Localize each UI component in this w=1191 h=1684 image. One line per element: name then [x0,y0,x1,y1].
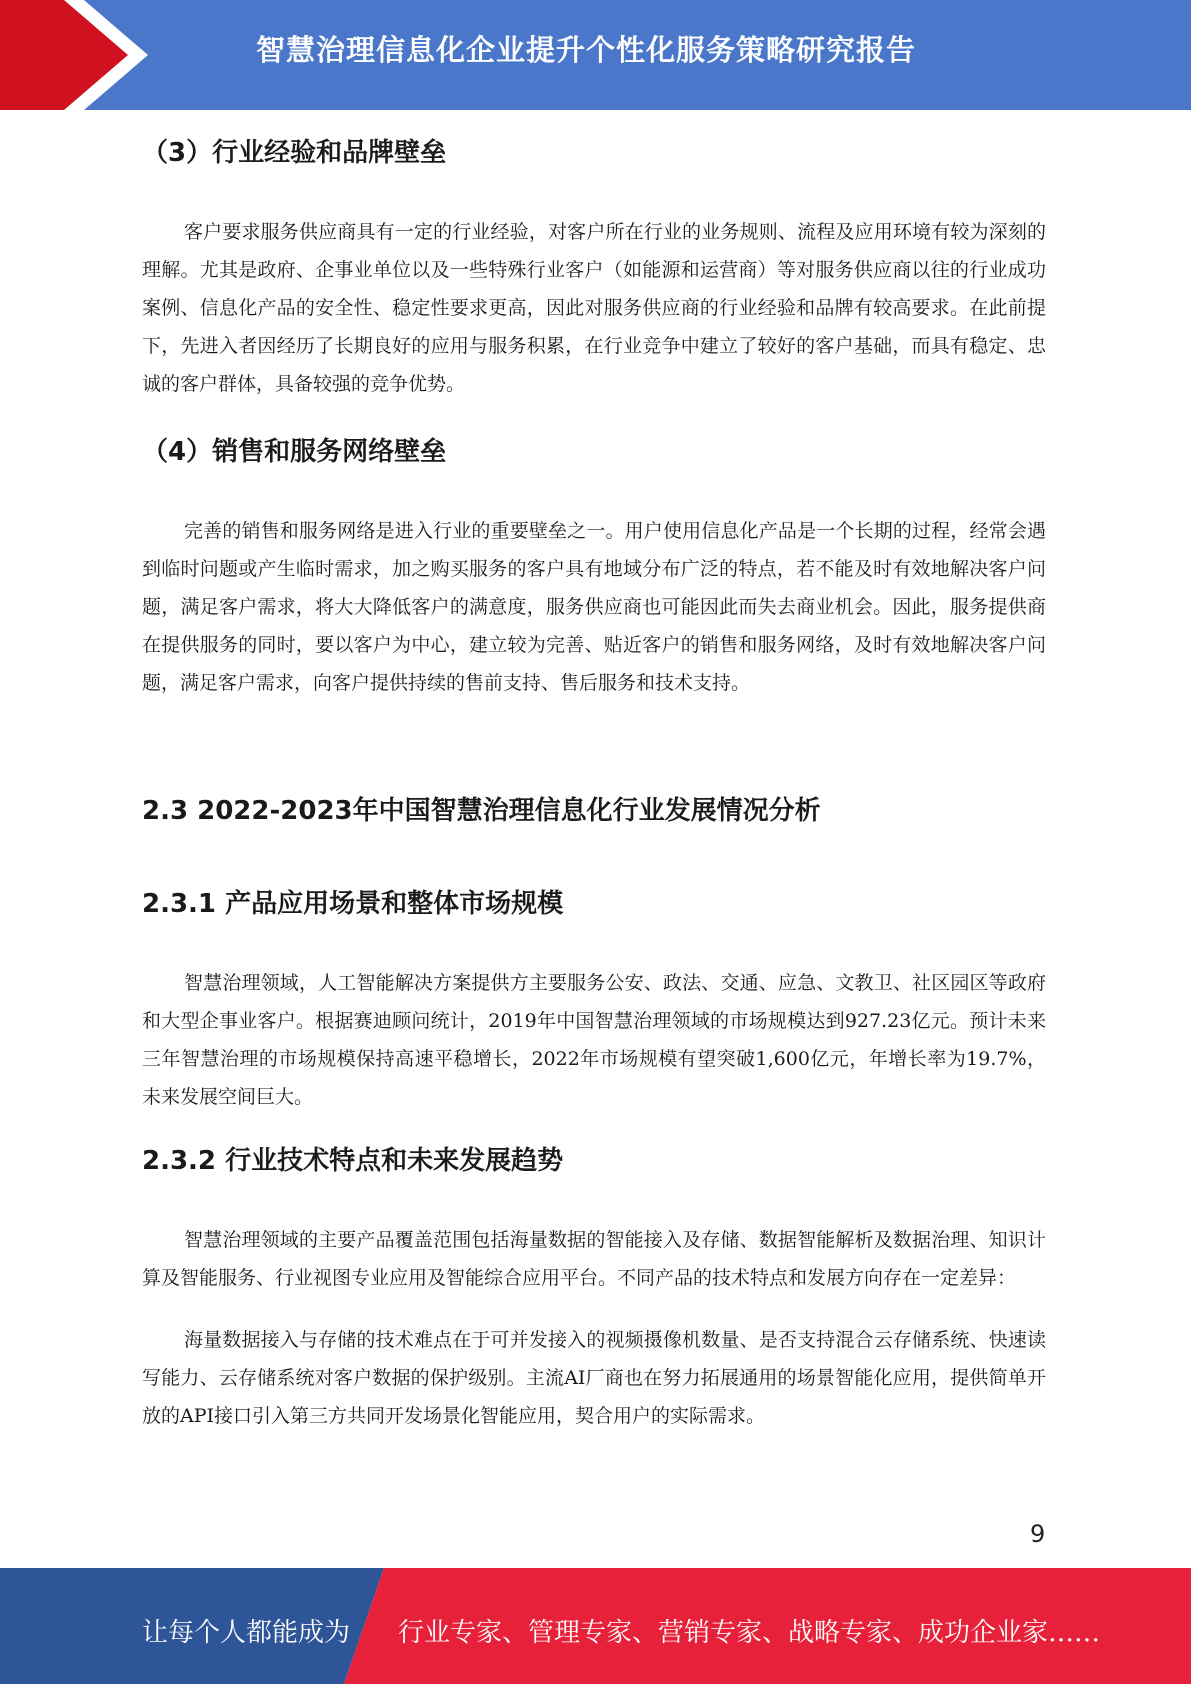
paragraph-sales-network: 完善的销售和服务网络是进入行业的重要壁垒之一。用户使用信息化产品是一个长期的过程，经常会遇到临时问题或产生临时需求，加之购买服务的客户具有地域分布广泛的特点，若不能及时有效地解决客户问题，满足客户需求，将大大降低客户的满意度，服务供应商也可能因此而失去商业机会。因此，服务提供商在提供服务的同时，要以客户为中心，建立较为完善、贴近客户的销售和服务网络，及时有效地解决客户问题，满足客户需求，向客户提供持续的售前支持、售后服务和技术支持。 [142,520,1046,694]
section-heading-industry-experience: （3）行业经验和品牌壁垒 [142,138,447,168]
paragraph-industry-experience: 客户要求服务供应商具有一定的行业经验，对客户所在行业的业务规则、流程及应用环境有较为深刻的理解。尤其是政府、企事业单位以及一些特殊行业客户（如能源和运营商）等对服务供应商以往的行业成功案例、信息化产品的安全性、稳定性要求更高，因此对服务供应商的行业经验和品牌有较高要求。在此前提下，先进入者因经历了长期良好的应用与服务积累，在行业竞争中建立了较好的客户基础，而具有稳定、忠诚的客户群体，具备较强的竞争优势。 [142,221,1046,395]
footer-slogan-right: 行业专家、管理专家、营销专家、战略专家、成功企业家…… [398,1618,1101,1648]
page-header [0,0,1191,110]
section-heading-sales-network: （4）销售和服务网络壁垒 [142,437,447,467]
paragraph-2-3-2-a: 智慧治理领域的主要产品覆盖范围包括海量数据的智能接入及存储、数据智能解析及数据治理、知识计算及智能服务、行业视图专业应用及智能综合应用平台。不同产品的技术特点和发展方向存在一定差异： [142,1229,1046,1289]
page-number: 9 [1030,1520,1046,1548]
footer-slogan-left: 让每个人都能成为 [142,1618,351,1648]
section-heading-2-3-2: 2.3.2 行业技术特点和未来发展趋势 [142,1146,564,1176]
paragraph-2-3-1: 智慧治理领域，人工智能解决方案提供方主要服务公安、政法、交通、应急、文教卫、社区园区等政府和大型企事业客户。根据赛迪顾问统计，2019年中国智慧治理领域的市场规模达到927.23亿元。预计未来三年智慧治理的市场规模保持高速平稳增长，2022年市场规模有望突破1,600亿元，年增长率为19.7%，未来发展空间巨大。 [142,972,1046,1108]
main-content [142,124,1046,1435]
paragraph-2-3-2-b: 海量数据接入与存储的技术难点在于可并发接入的视频摄像机数量、是否支持混合云存储系统、快速读写能力、云存储系统对客户数据的保护级别。主流AI厂商也在努力拓展通用的场景智能化应用，提供简单开放的API接口引入第三方共同开发场景化智能应用，契合用户的实际需求。 [142,1329,1046,1427]
section-heading-2-3-1: 2.3.1 产品应用场景和整体市场规模 [142,889,564,919]
page-footer [0,1568,1191,1684]
report-title: 智慧治理信息化企业提升个性化服务策略研究报告 [256,33,917,67]
section-heading-2-3: 2.3 2022-2023年中国智慧治理信息化行业发展情况分析 [142,796,821,826]
